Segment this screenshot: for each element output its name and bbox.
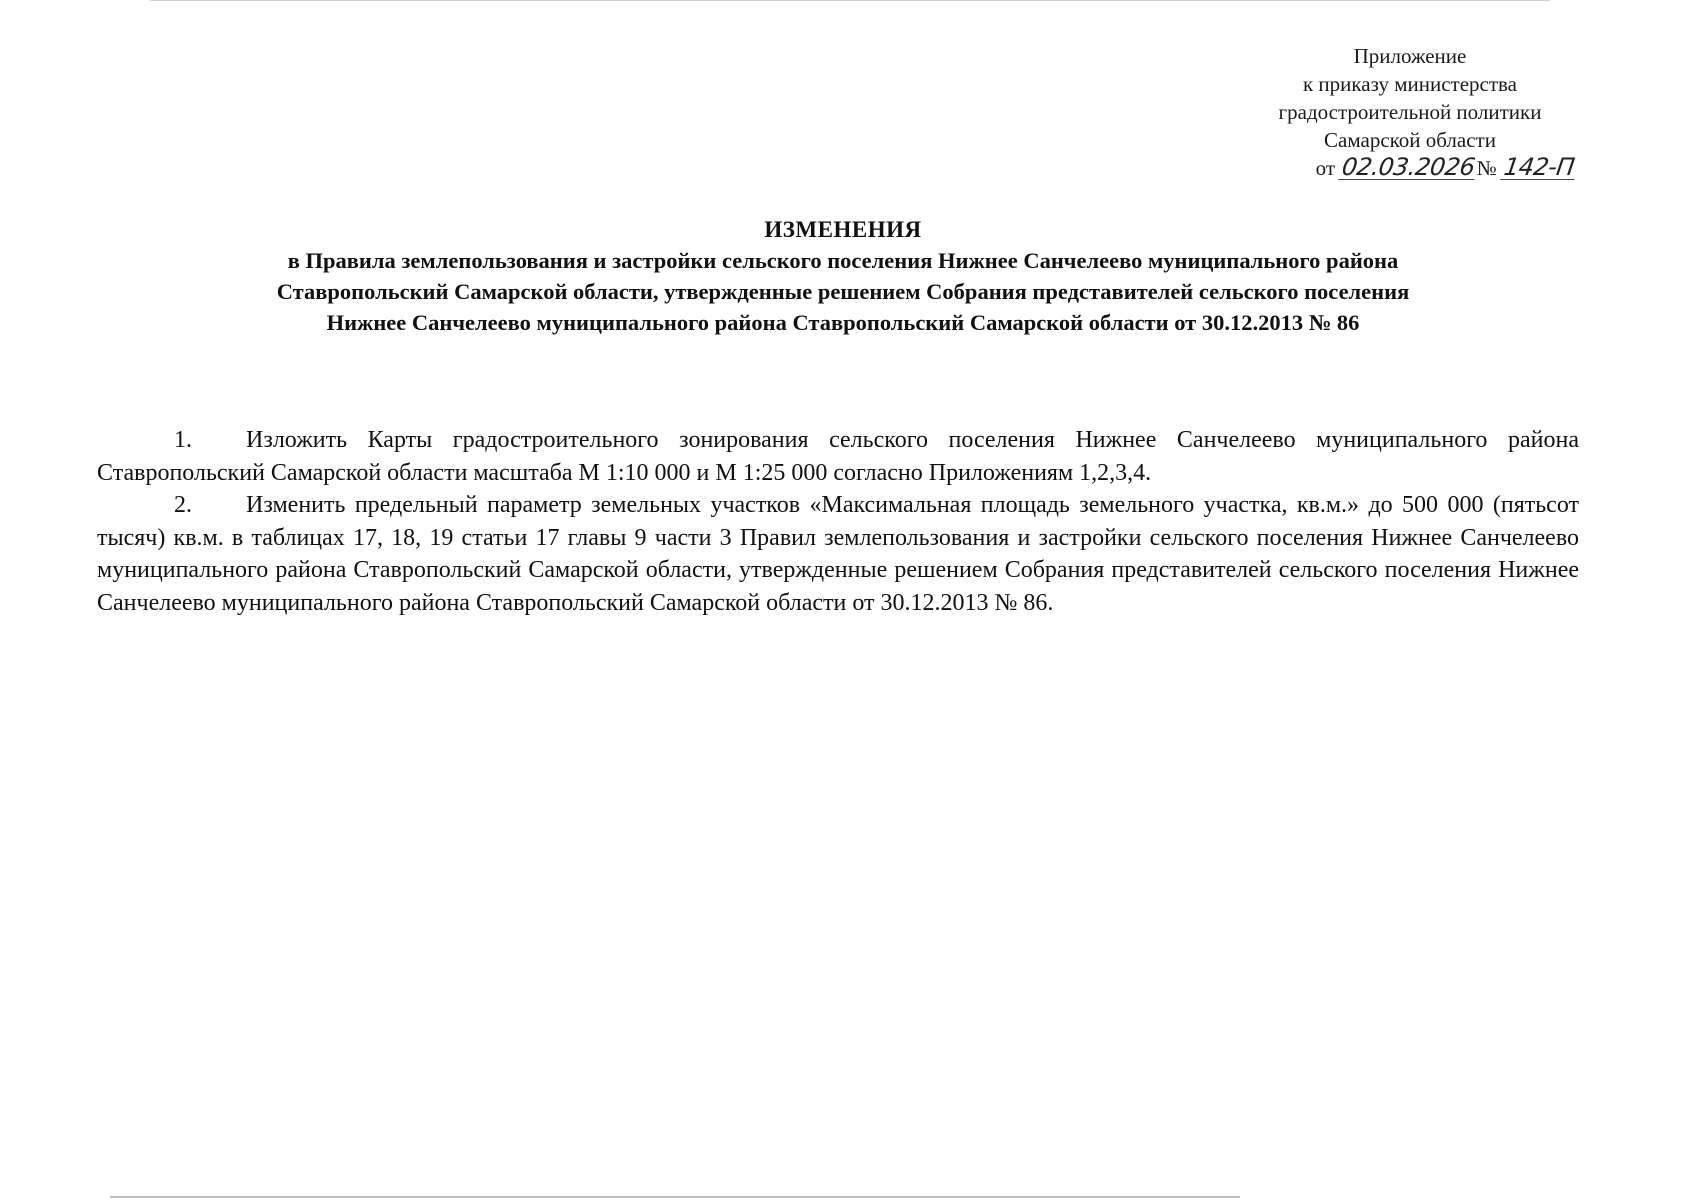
item-text: Изложить Карты градостроительного зонирования сельского поселения Нижнее Санчелеево муниципального района Ставропольский Самарской области масштаба М 1:10 000 и М 1:25 000 согласно Приложениям 1,2,3,4. [97, 427, 1579, 486]
appendix-line-4: Самарской области [1324, 128, 1496, 152]
list-item-2 [97, 489, 1579, 619]
date-prefix: от [1315, 156, 1336, 180]
scan-edge-top [150, 0, 1550, 1]
scan-edge-bottom [110, 1196, 1240, 1198]
appendix-header [1240, 42, 1580, 182]
handwritten-date: 02.03.2026 [1340, 153, 1477, 181]
document-title [97, 214, 1589, 338]
item-text: Изменить предельный параметр земельных участков «Максимальная площадь земельного участка, кв.м.» до 500 000 (пятьсот тысяч) кв.м. в таблицах 17, 18, 19 статьи 17 главы 9 части 3 Правил землепользования и застройки сельского поселения Нижнее Санчелеево муниципального района Ставропольский Самарской области, утвержденные решением Собрания представителей сельского поселения Нижнее Санчелеево муниципального района Ставропольский Самарской области от 30.12.2013 № 86. [97, 492, 1579, 616]
handwritten-number: 142-П [1502, 153, 1577, 181]
appendix-line-3: градостроительной политики [1278, 100, 1542, 124]
number-prefix: № [1476, 156, 1497, 180]
appendix-line-1: Приложение [1353, 44, 1467, 68]
title-heading: ИЗМЕНЕНИЯ [764, 217, 922, 242]
title-line-2: Ставропольский Самарской области, утвержденные решением Собрания представителей сельского поселения [276, 279, 1410, 304]
title-line-3: Нижнее Санчелеево муниципального района Ставропольский Самарской области от 30.12.2013 № 86 [326, 310, 1360, 335]
appendix-date-line [1240, 154, 1580, 182]
title-line-1: в Правила землепользования и застройки сельского поселения Нижнее Санчелеево муниципального района [287, 248, 1399, 273]
list-item-1 [97, 424, 1579, 489]
appendix-line-2: к приказу министерства [1302, 72, 1518, 96]
document-body [97, 424, 1579, 619]
item-number: 2. [174, 492, 192, 518]
item-number: 1. [174, 427, 192, 453]
